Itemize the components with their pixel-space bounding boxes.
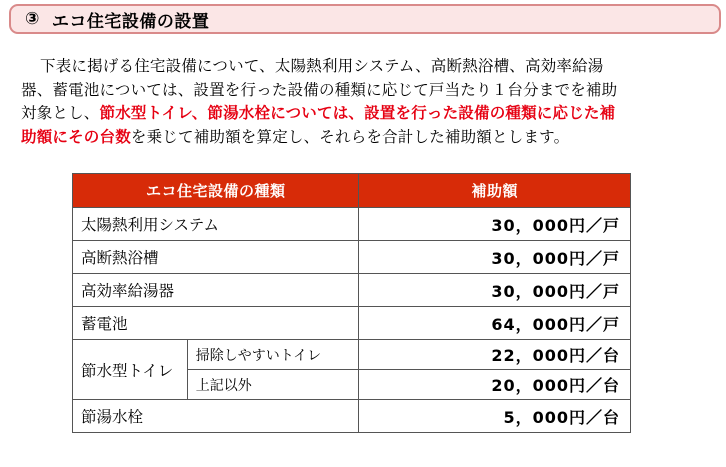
equipment-name: 高効率給湯器 [73,274,359,307]
subsidy-amount: 30，000円／戸 [359,274,631,307]
equipment-name: 節湯水栓 [73,400,359,433]
table-row [73,274,631,307]
subsidy-amount: 22，000円／台 [359,340,631,370]
equipment-name: 節水型トイレ [73,340,188,400]
subsidy-table [72,173,631,433]
paragraph-line: 対象とし、節水型トイレ、節湯水栓については、設置を行った設備の種類に応じた補 [21,104,616,122]
subsidy-amount: 30，000円／戸 [359,241,631,274]
section-title [9,4,721,34]
highlight-text: 助額にその台数 [21,127,131,146]
equipment-subtype: 掃除しやすいトイレ [187,340,359,370]
equipment-name: 高断熱浴槽 [73,241,359,274]
table-row [73,400,631,433]
table-header-row [73,174,631,208]
table-row [73,208,631,241]
subsidy-amount: 5，000円／台 [359,400,631,433]
equipment-name: 太陽熱利用システム [73,208,359,241]
header-subsidy-amount: 補助額 [359,174,631,208]
section-title-text: エコ住宅設備の設置 [51,11,210,32]
table-row [73,241,631,274]
paragraph-line: 助額にその台数を乗じて補助額を算定し、それらを合計した補助額とします。 [21,127,570,146]
paragraph-line: 下表に掲げる住宅設備について、太陽熱利用システム、高断熱浴槽、高効率給湯 [40,57,604,75]
section-number: ③ [25,9,40,29]
highlight-text: 節水型トイレ、節湯水栓については、設置を行った設備の種類に応じた補 [99,104,616,122]
paragraph-line: 器、蓄電池については、設置を行った設備の種類に応じて戸当たり１台分までを補助 [21,80,618,99]
description-paragraph [21,55,691,149]
header-equipment-type: エコ住宅設備の種類 [73,174,359,208]
table-row [73,307,631,340]
equipment-subtype: 上記以外 [187,370,359,400]
subsidy-amount: 64，000円／戸 [359,307,631,340]
table-row [73,340,631,370]
equipment-name: 蓄電池 [73,307,359,340]
subsidy-amount: 20，000円／台 [359,370,631,400]
subsidy-amount: 30，000円／戸 [359,208,631,241]
